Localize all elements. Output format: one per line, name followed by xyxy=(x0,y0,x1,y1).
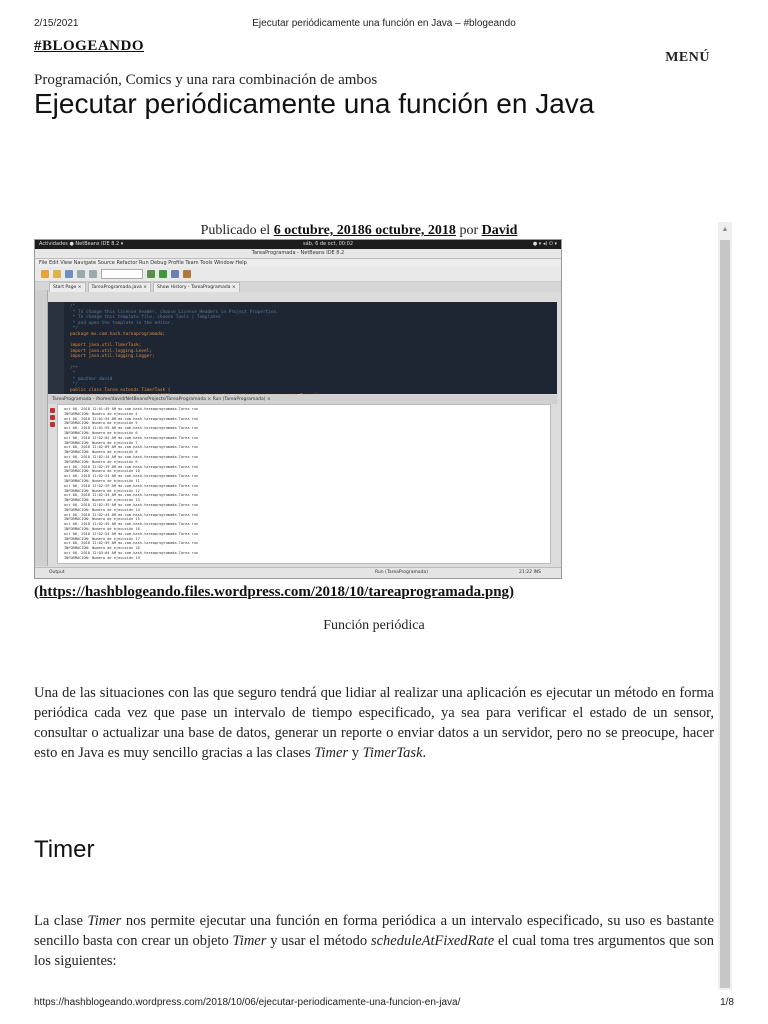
status-output-tab: Output xyxy=(49,570,65,575)
run-icon xyxy=(159,270,167,278)
timer-text-2: nos permite ejecutar una función en forma periódica a un intervalo especificado, su uso es bastante sencillo basta con crear un objeto xyxy=(34,913,714,949)
code-line: import java.util.TimerTask; xyxy=(70,343,142,349)
output-controls xyxy=(48,404,56,448)
output-line: oct 06, 2018 12:02:34 AM mx.com.hash.tareaprogramada.Tarea run xyxy=(64,493,199,498)
stop-icon xyxy=(50,408,55,413)
code-line: */ xyxy=(70,382,78,388)
debug-icon xyxy=(171,270,179,278)
page-scrollbar[interactable] xyxy=(718,222,732,990)
scroll-up-arrow-icon[interactable]: ▲ xyxy=(721,225,729,233)
image-source-link[interactable]: (https://hashblogeando.files.wordpress.com/2018/10/tareaprogramada.png) xyxy=(34,584,515,600)
output-line: oct 06, 2018 12:02:49 AM mx.com.hash.tareaprogramada.Tarea run xyxy=(64,522,199,527)
output-line: oct 06, 2018 12:02:39 AM mx.com.hash.tareaprogramada.Tarea run xyxy=(64,502,199,507)
ide-menu-bar: File Edit View Navigate Source Refactor Run Debug Profile Team Tools Window Help xyxy=(35,259,561,267)
print-page-title: Ejecutar periódicamente una función en Java – #blogeando xyxy=(252,18,516,29)
status-run: Run (TareaProgramada) xyxy=(375,570,428,575)
netbeans-screenshot[interactable] xyxy=(34,239,562,579)
output-subtabs: TareaProgramada - /home/david/NetBeansProjects/TareaProgramada × Run (TareaProgramada) × xyxy=(52,397,271,402)
print-page-number: 1/8 xyxy=(720,997,734,1008)
output-line: INFORMACIÓN: Numero de ejecución 11 xyxy=(64,478,140,483)
output-line: INFORMACIÓN: Numero de ejecución 6 xyxy=(64,430,138,435)
output-line: INFORMACIÓN: Numero de ejecución 8 xyxy=(64,450,138,455)
os-top-bar xyxy=(35,240,561,249)
output-line: oct 06, 2018 12:02:44 AM mx.com.hash.tareaprogramada.Tarea run xyxy=(64,512,199,517)
build-icon xyxy=(147,270,155,278)
output-line: oct 06, 2018 12:01:49 AM mx.com.hash.tareaprogramada.Tarea run xyxy=(64,407,199,411)
output-line: INFORMACIÓN: Numero de ejecución 19 xyxy=(64,555,140,560)
stop-icon xyxy=(50,415,55,420)
output-panel-header xyxy=(48,395,557,404)
code-line: * To change this template file, choose Tools | Templates xyxy=(70,315,221,321)
timer-paragraph xyxy=(34,911,714,971)
timer-text-3: y usar el método xyxy=(266,933,371,949)
post-title: Ejecutar periódicamente una función en Java xyxy=(34,88,595,119)
intro-end: . xyxy=(422,745,427,761)
editor-tab: Show History - TareaProgramada × xyxy=(153,282,240,292)
timer-text-1: La clase xyxy=(34,913,88,929)
post-date-link[interactable]: 6 octubre, 20186 octubre, 2018 xyxy=(273,223,456,238)
site-title-link[interactable]: #BLOGEANDO xyxy=(34,38,145,54)
output-line: INFORMACIÓN: Numero de ejecución 18 xyxy=(64,546,140,551)
code-line: /** xyxy=(70,365,78,371)
code-line: * xyxy=(70,371,76,377)
code-line: package mx.com.hash.tareaprogramada; xyxy=(70,331,166,337)
undo-icon xyxy=(77,270,85,278)
output-line: oct 06, 2018 12:02:59 AM mx.com.hash.tareaprogramada.Tarea run xyxy=(64,541,199,546)
code-line: * and open the template in the editor. xyxy=(70,320,174,326)
site-tagline: Programación, Comics y una rara combinación de ambos xyxy=(34,72,378,88)
output-line: INFORMACIÓN: Numero de ejecución 13 xyxy=(64,498,140,503)
output-line: INFORMACIÓN: Numero de ejecución 12 xyxy=(64,488,140,493)
ide-status-bar xyxy=(35,567,561,578)
byline-prefix: Publicado el xyxy=(200,223,271,238)
print-date: 2/15/2021 xyxy=(34,18,79,29)
code-line: import java.util.logging.Level; xyxy=(70,348,152,354)
profile-icon xyxy=(183,270,191,278)
output-line: INFORMACIÓN: Numero de ejecución 10 xyxy=(64,469,140,474)
code-line: */ xyxy=(70,326,78,332)
output-line: INFORMACIÓN: Numero de ejecución 17 xyxy=(64,536,140,541)
output-line: INFORMACIÓN: Numero de ejecución 16 xyxy=(64,526,140,531)
editor-tab: TareaProgramada.java × xyxy=(88,282,151,292)
redo-icon xyxy=(89,270,97,278)
code-editor xyxy=(48,302,557,394)
ide-toolbar xyxy=(35,267,561,282)
editor-tab: Start Page × xyxy=(49,282,86,292)
output-line: INFORMACIÓN: Numero de ejecución 15 xyxy=(64,517,140,522)
output-line: INFORMACIÓN: Numero de ejecución 14 xyxy=(64,507,140,512)
output-line: oct 06, 2018 12:02:04 AM mx.com.hash.tareaprogramada.Tarea run xyxy=(64,435,199,440)
code-line: * @author david xyxy=(70,376,113,382)
line-gutter xyxy=(48,302,64,394)
intro-paragraph xyxy=(34,683,714,763)
stop-icon xyxy=(50,422,55,427)
post-byline xyxy=(34,223,684,239)
os-clock: sáb, 6 de oct, 00:02 xyxy=(303,241,354,247)
output-line: INFORMACIÓN: Numero de ejecución 5 xyxy=(64,421,138,426)
output-line: oct 06, 2018 12:01:59 AM mx.com.hash.tareaprogramada.Tarea run xyxy=(64,426,199,431)
output-line: oct 06, 2018 12:02:19 AM mx.com.hash.tareaprogramada.Tarea run xyxy=(64,464,199,469)
scrollbar-thumb[interactable] xyxy=(720,240,730,988)
author-link[interactable]: David xyxy=(481,223,518,238)
menu-button[interactable]: MENÚ xyxy=(665,50,710,65)
code-line: /* xyxy=(70,304,76,309)
print-footer xyxy=(34,997,734,1008)
code-line: public class Tarea extends TimerTask { xyxy=(70,387,171,393)
intro-text: Una de las situaciones con las que seguro tendrá que lidiar al realizar una aplicación es ejecutar un método en forma periódica cada vez que pase un intervalo de tiempo especificado, ya sea para verificar el estado de un sensor, consultar o actualizar una base de datos, generar un reporte o enviar datos a un servidor, pero no se preocupe, hacer esto en Java es muy sencillo gracias a las clases xyxy=(34,685,714,761)
status-position: 21:22 INS xyxy=(519,570,541,575)
os-activities: Actividades ● NetBeans IDE 8.2 ▾ xyxy=(39,241,124,247)
output-line: oct 06, 2018 12:03:04 AM mx.com.hash.tareaprogramada.Tarea run xyxy=(64,550,199,555)
output-line: oct 06, 2018 12:02:14 AM mx.com.hash.tareaprogramada.Tarea run xyxy=(64,454,199,459)
image-caption: Función periódica xyxy=(323,618,425,633)
method-name: scheduleAtFixedRate xyxy=(370,933,495,949)
class-timertask: TimerTask xyxy=(362,745,423,761)
class-timer: Timer xyxy=(232,933,267,949)
code-line: * To change this license header, choose License Headers in Project Properties. xyxy=(70,309,279,315)
output-line: oct 06, 2018 12:02:54 AM mx.com.hash.tareaprogramada.Tarea run xyxy=(64,531,199,536)
output-line: INFORMACIÓN: Numero de ejecución 9 xyxy=(64,459,138,464)
output-line: oct 06, 2018 12:02:09 AM mx.com.hash.tareaprogramada.Tarea run xyxy=(64,445,199,450)
editor-tabs xyxy=(35,282,561,292)
class-timer: Timer xyxy=(87,913,122,929)
section-title-timer: Timer xyxy=(34,836,95,863)
output-line: oct 06, 2018 12:02:24 AM mx.com.hash.tareaprogramada.Tarea run xyxy=(64,474,199,479)
ide-window-title: TareaProgramada - NetBeans IDE 8.2 xyxy=(35,249,561,259)
output-console xyxy=(57,404,551,564)
output-line: INFORMACIÓN: Numero de ejecución 4 xyxy=(64,411,138,416)
timer-text-4: el cual toma tres argumentos que son los siguientes: xyxy=(34,933,714,969)
os-tray-icons: ● ▾ ◂) ⏻ ▾ xyxy=(532,241,557,247)
ide-side-panel xyxy=(35,290,48,566)
output-line: INFORMACIÓN: Numero de ejecución 7 xyxy=(64,440,138,445)
code-line: import java.util.logging.Logger; xyxy=(70,354,155,360)
print-url: https://hashblogeando.wordpress.com/2018/10/06/ejecutar-periodicamente-una-funcion-en-java/ xyxy=(34,997,461,1008)
intro-and: y xyxy=(348,745,363,761)
class-timer: Timer xyxy=(314,745,349,761)
output-line: oct 06, 2018 12:01:54 AM mx.com.hash.tareaprogramada.Tarea run xyxy=(64,416,199,421)
save-icon xyxy=(65,270,73,278)
open-project-icon xyxy=(53,270,61,278)
config-dropdown xyxy=(101,269,143,279)
output-line: oct 06, 2018 12:02:29 AM mx.com.hash.tareaprogramada.Tarea run xyxy=(64,483,199,488)
byline-by: por xyxy=(459,223,479,238)
new-file-icon xyxy=(41,270,49,278)
